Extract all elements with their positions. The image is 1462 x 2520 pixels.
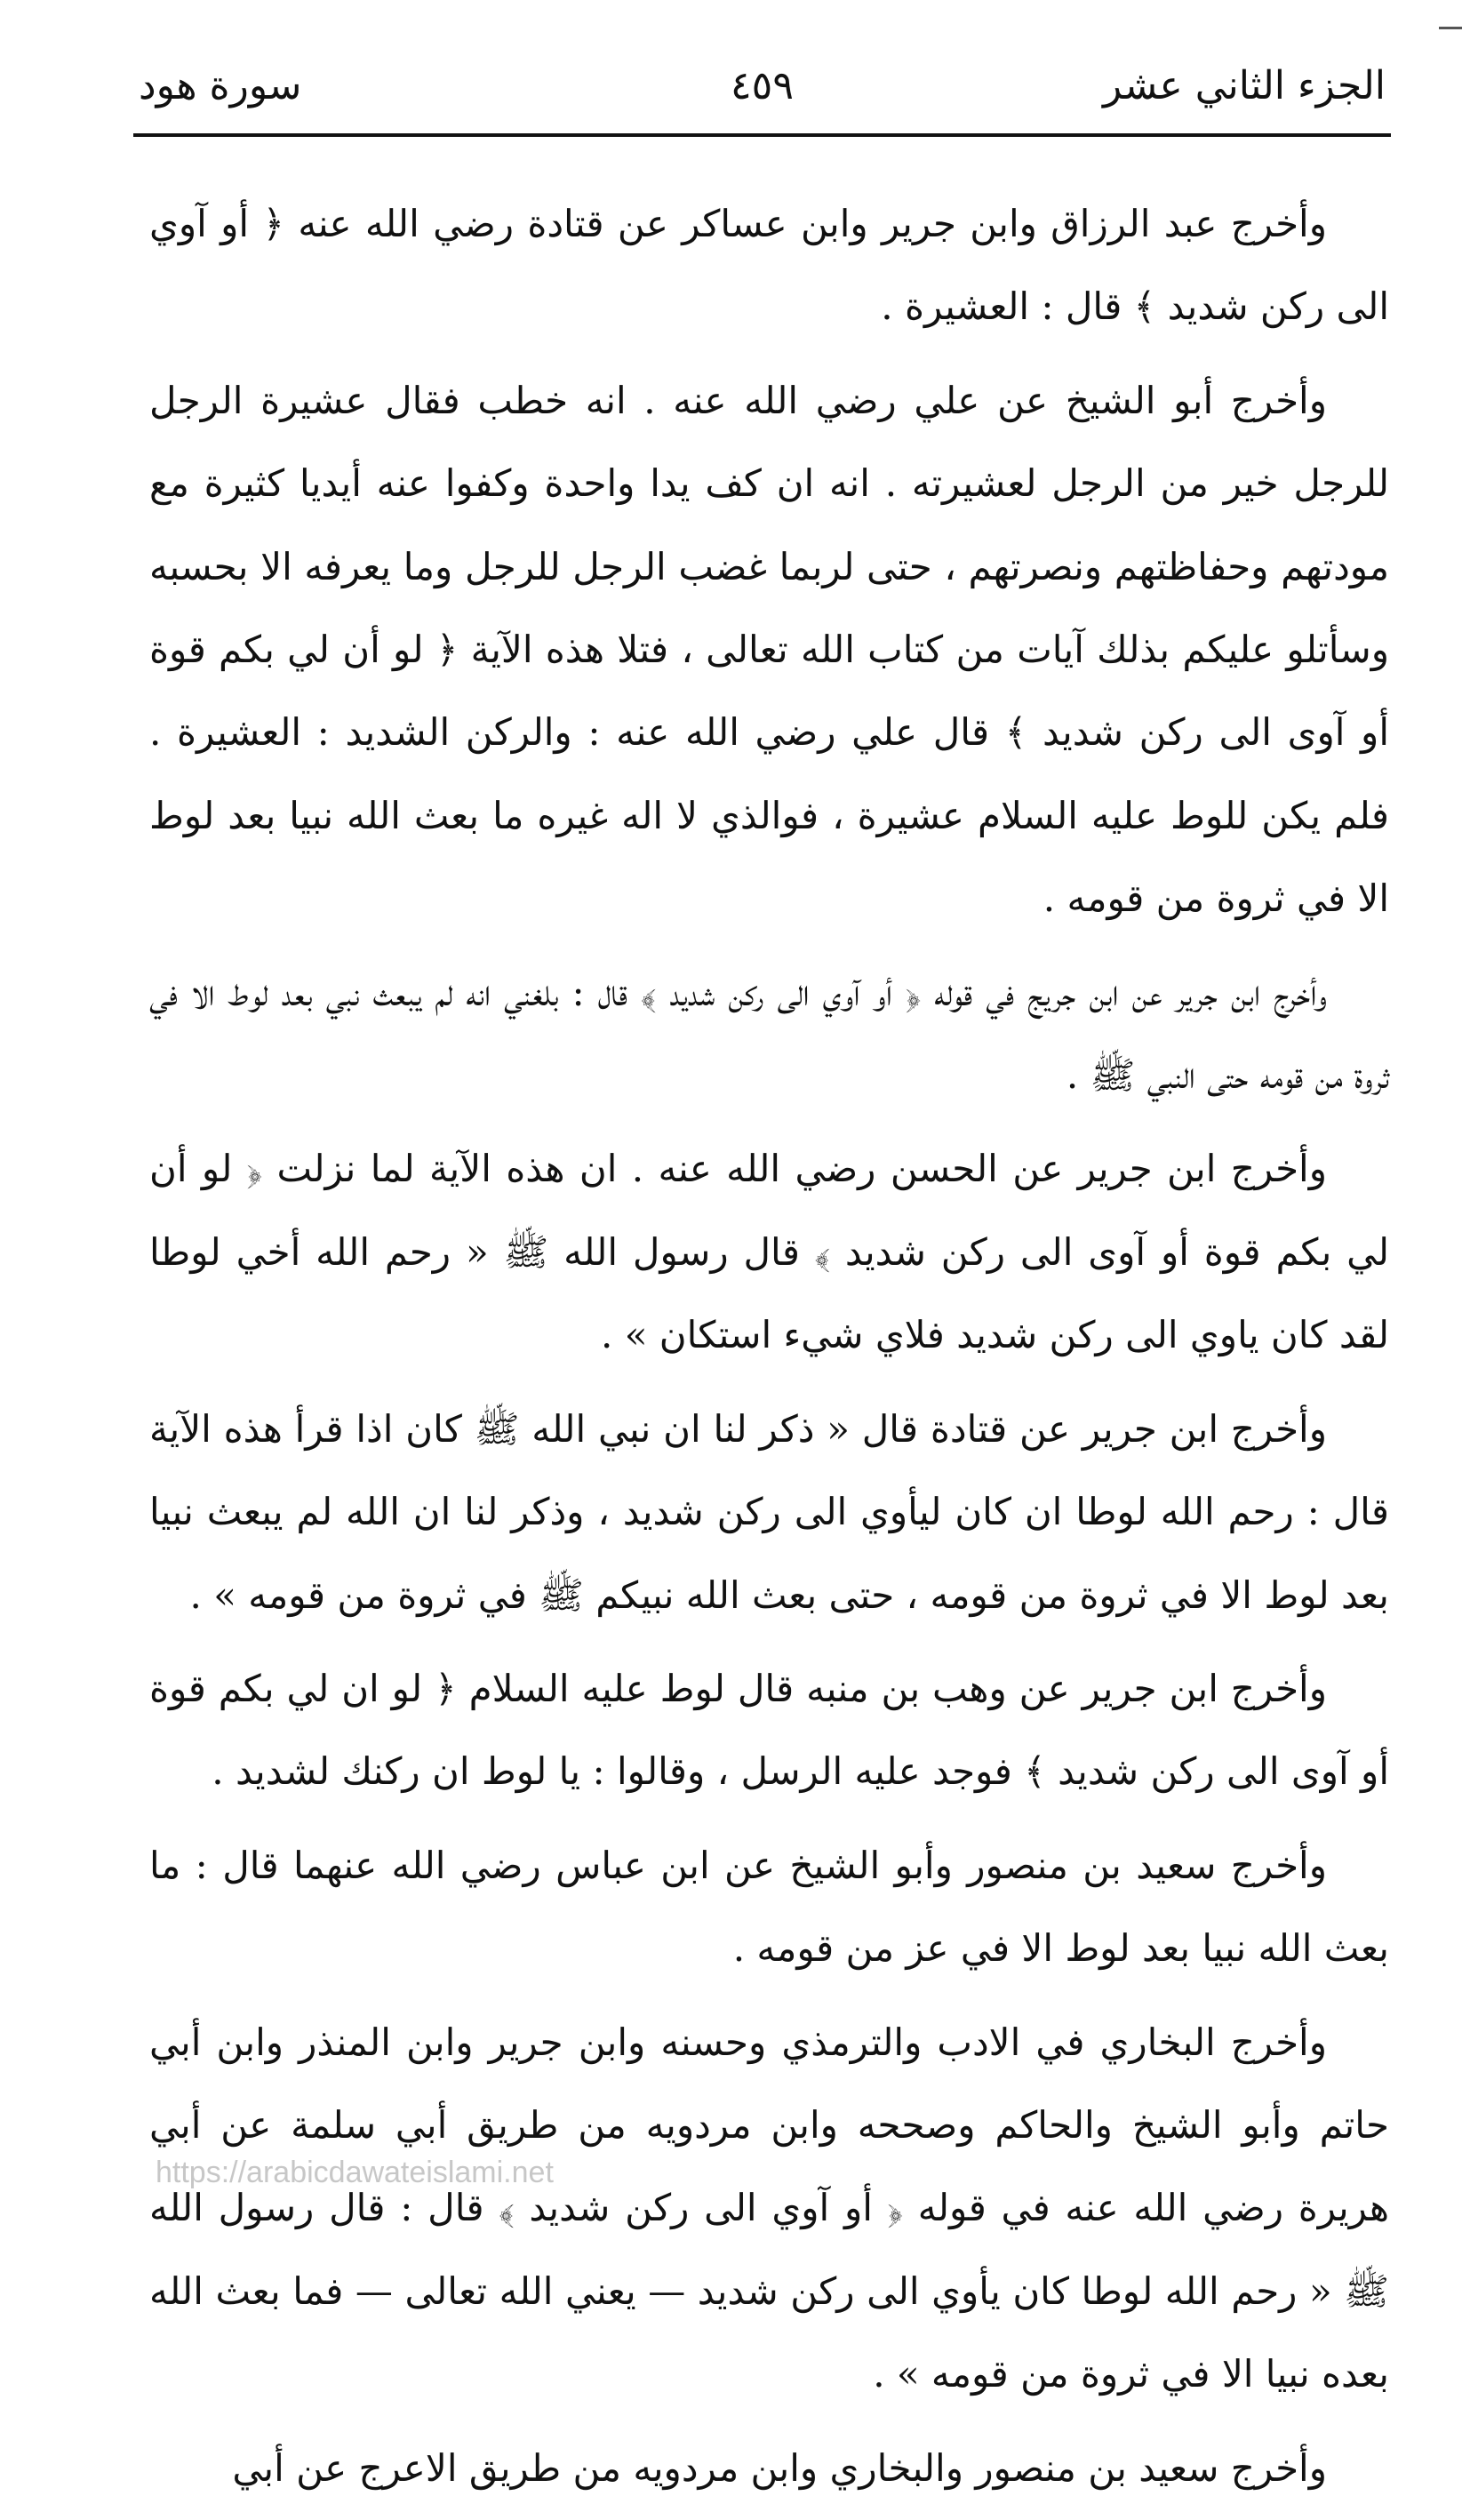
surah-title: سورة هود [139,63,302,108]
page-number: ٤٥٩ [731,63,794,108]
juz-title: الجزء الثاني عشر [1103,63,1386,108]
watermark-url: https://arabicdawateislami.net [156,2156,554,2189]
paragraph-8: وأخرج البخاري في الادب والترمذي وحسنه وابن جرير وابن المنذر وابن أبي حاتم وأبو الشيخ والحاكم وصححه وابن مردويه من طريق أبي سلمة عن أبي هريرة رضي الله عنه في قوله ﴿ أو آوي الى ركن شديد ﴾ قال : قال رسول الله ﷺ « رحم الله لوطا كان يأوي الى ركن شديد — يعني الله تعالى — فما بعث الله بعده نبيا الا في ثروة من قومه » . [149,2020,1389,2396]
paragraph-9: وأخرج سعيد بن منصور والبخاري وابن مردويه من طريق الاعرج عن أبي [232,2445,1327,2490]
paragraph-4: وأخرج ابن جرير عن الحسن رضي الله عنه . ان هذه الآية لما نزلت ﴿ لو أن لي بكم قوة أو آوى الى ركن شديد ﴾ قال رسول الله ﷺ « رحم الله أخي لوطا لقد كان ياوي الى ركن شديد فلاي شيء استكان » . [149,1147,1389,1357]
paragraph-7: وأخرج سعيد بن منصور وأبو الشيخ عن ابن عباس رضي الله عنهما قال : ما بعث الله نبيا بعد لوط الا في عز من قومه . [149,1843,1389,1971]
paragraph-5: وأخرج ابن جرير عن قتادة قال « ذكر لنا ان نبي الله ﷺ كان اذا قرأ هذه الآية قال : رحم الله لوطا ان كان ليأوي الى ركن شديد ، وذكر لنا ان الله لم يبعث نبيا بعد لوط الا في ثروة من قومه ، حتى بعث الله نبيكم ﷺ في ثروة من قومه » . [149,1406,1389,1617]
page-edge-mark [1439,27,1462,29]
paragraph-6: وأخرج ابن جرير عن وهب بن منبه قال لوط عليه السلام ﴿ لو ان لي بكم قوة أو آوى الى ركن شديد ﴾ فوجد عليه الرسل ، وقالوا : يا لوط ان ركنك لشديد . [149,1666,1389,1794]
paragraph-3: وأخرج ابن جرير عن ابن جريج في قوله ﴿ أو آوي الى ركن شديد ﴾ قال : بلغني انه لم يبعث نبي بعد لوط الا في ثروة من قومه حتى النبي ﷺ . [149,970,1389,1098]
page-header [133,53,1391,137]
paragraph-2: وأخرج أبو الشيخ عن علي رضي الله عنه . انه خطب فقال عشيرة الرجل للرجل خير من الرجل لعشيرته . انه ان كف يدا واحدة وكفوا عنه أيديا كثيرة مع مودتهم وحفاظتهم ونصرتهم ، حتى لربما غضب الرجل للرجل وما يعرفه الا بحسبه وسأتلو عليكم بذلك آيات من كتاب الله تعالى ، فتلا هذه الآية ﴿ لو أن لي بكم قوة أو آوى الى ركن شديد ﴾ قال علي رضي الله عنه : والركن الشديد : العشيرة . فلم يكن للوط عليه السلام عشيرة ، فوالذي لا اله غيره ما بعث الله نبيا بعد لوط الا في ثروة من قومه . [149,378,1389,921]
paragraph-1: وأخرج عبد الرزاق وابن جرير وابن عساكر عن قتادة رضي الله عنه ﴿ أو آوي الى ركن شديد ﴾ قال : العشيرة . [149,202,1389,329]
